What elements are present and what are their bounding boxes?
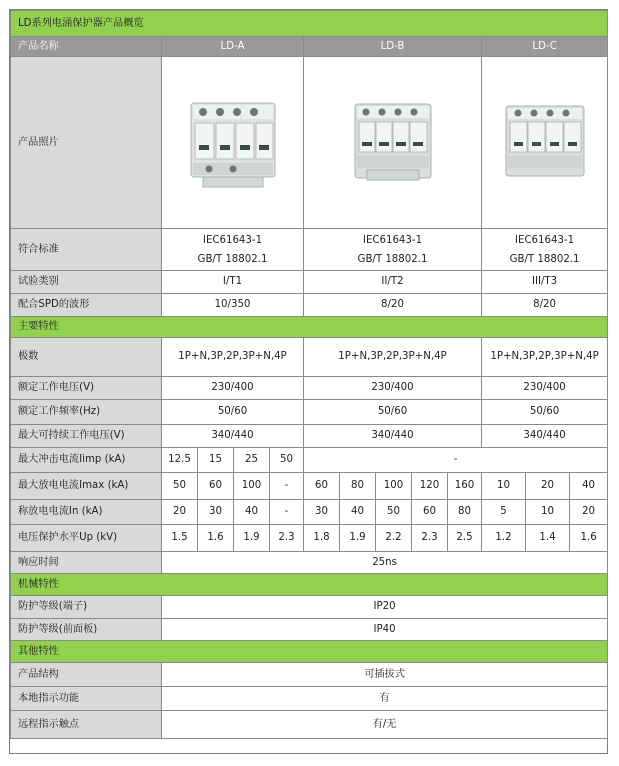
table-cell: 100 xyxy=(376,473,412,500)
local-ind-row xyxy=(11,687,608,711)
header-label: 产品名称 xyxy=(11,37,162,57)
table-cell: 20 xyxy=(570,500,608,525)
remote-contact-row xyxy=(11,711,608,739)
standard-row xyxy=(11,229,608,271)
table-cell: 30 xyxy=(198,500,234,525)
structure-label: 产品结构 xyxy=(11,663,162,687)
table-cell: 340/440 xyxy=(482,425,608,448)
table-cell: 8/20 xyxy=(304,294,482,317)
table-cell: 230/400 xyxy=(304,377,482,400)
table-cell: II/T2 xyxy=(304,271,482,294)
table-cell: 230/400 xyxy=(162,377,304,400)
up-row xyxy=(11,525,608,552)
table-cell: 50/60 xyxy=(482,400,608,425)
table-cell: 340/440 xyxy=(162,425,304,448)
table-cell: 12.5 xyxy=(162,448,198,473)
spd-module-4pole-photo-icon xyxy=(502,100,588,186)
up-label: 电压保护水平Up (kV) xyxy=(11,525,162,552)
table-cell: 10 xyxy=(482,473,526,500)
ip-terminal-row xyxy=(11,596,608,619)
table-cell: - xyxy=(304,448,608,473)
section-header-row xyxy=(11,574,608,596)
section-header-row xyxy=(11,641,608,663)
table-cell: 1.2 xyxy=(482,525,526,552)
section-header-row xyxy=(11,317,608,338)
table-cell: 5 xyxy=(482,500,526,525)
table-cell: 20 xyxy=(162,500,198,525)
table-cell: 80 xyxy=(340,473,376,500)
model-ld-a: LD-A xyxy=(162,37,304,57)
poles-row xyxy=(11,338,608,377)
table-cell: 25 xyxy=(234,448,270,473)
table-cell: 2.5 xyxy=(448,525,482,552)
model-ld-c: LD-C xyxy=(482,37,608,57)
rated-voltage-label: 额定工作电压(V) xyxy=(11,377,162,400)
section-other: 其他特性 xyxy=(11,641,608,663)
table-cell: 20 xyxy=(526,473,570,500)
table-cell: 50 xyxy=(270,448,304,473)
spd-module-4pole-photo-icon xyxy=(187,93,279,193)
table-cell: 1P+N,3P,2P,3P+N,4P xyxy=(162,338,304,377)
photo-label: 产品照片 xyxy=(11,57,162,229)
table-cell: IP40 xyxy=(162,619,608,641)
table-cell: 1.9 xyxy=(234,525,270,552)
standard-line: IEC61643-1 xyxy=(515,234,575,246)
table-cell: 1.6 xyxy=(570,525,608,552)
standard-line: GB/T 18802.1 xyxy=(197,253,268,265)
in-row xyxy=(11,500,608,525)
rated-voltage-row xyxy=(11,377,608,400)
test-class-row xyxy=(11,271,608,294)
spd-module-4pole-photo-icon xyxy=(351,100,435,186)
table-cell: 100 xyxy=(234,473,270,500)
response-row xyxy=(11,552,608,574)
poles-label: 极数 xyxy=(11,338,162,377)
table-cell: 可插拔式 xyxy=(162,663,608,687)
table-cell: 2.2 xyxy=(376,525,412,552)
table-cell: 1.9 xyxy=(340,525,376,552)
table-title: LD系列电涌保护器产品概览 xyxy=(11,11,608,37)
table-cell: 340/440 xyxy=(304,425,482,448)
model-ld-b: LD-B xyxy=(304,37,482,57)
in-label: 称放电电流In (kA) xyxy=(11,500,162,525)
title-row xyxy=(11,11,608,37)
table-cell: III/T3 xyxy=(482,271,608,294)
table-cell: 160 xyxy=(448,473,482,500)
table-cell: 50 xyxy=(162,473,198,500)
table-cell: 8/20 xyxy=(482,294,608,317)
imax-label: 最大放电电流Imax (kA) xyxy=(11,473,162,500)
table-cell: 2.3 xyxy=(412,525,448,552)
standard-line: IEC61643-1 xyxy=(362,234,423,246)
table-cell: 50 xyxy=(376,500,412,525)
photo-row xyxy=(11,57,608,229)
table-cell: 60 xyxy=(304,473,340,500)
rated-freq-label: 额定工作频率(Hz) xyxy=(11,400,162,425)
table-cell: 60 xyxy=(198,473,234,500)
response-label: 响应时间 xyxy=(11,552,162,574)
local-ind-label: 本地指示功能 xyxy=(11,687,162,711)
section-mechanical: 机械特性 xyxy=(11,574,608,596)
standard-line: GB/T 18802.1 xyxy=(509,253,580,265)
standard-ld-a xyxy=(162,229,304,271)
table-cell: 1.6 xyxy=(198,525,234,552)
waveform-label: 配合SPD的波形 xyxy=(11,294,162,317)
product-photo-ld-c xyxy=(482,57,608,229)
table-cell: I/T1 xyxy=(162,271,304,294)
spec-table xyxy=(10,10,608,739)
table-cell: 10 xyxy=(526,500,570,525)
table-cell: 15 xyxy=(198,448,234,473)
table-cell: 有/无 xyxy=(162,711,608,739)
waveform-row xyxy=(11,294,608,317)
section-main: 主要特性 xyxy=(11,317,608,338)
table-cell: 1.4 xyxy=(526,525,570,552)
max-cont-voltage-row xyxy=(11,425,608,448)
table-cell: 40 xyxy=(340,500,376,525)
table-cell: 25ns xyxy=(162,552,608,574)
table-cell: - xyxy=(270,500,304,525)
product-photo-ld-b xyxy=(304,57,482,229)
table-cell: 1P+N,3P,2P,3P+N,4P xyxy=(482,338,608,377)
remote-contact-label: 远程指示触点 xyxy=(11,711,162,739)
table-cell: 50/60 xyxy=(304,400,482,425)
table-cell: 60 xyxy=(412,500,448,525)
table-cell: 1P+N,3P,2P,3P+N,4P xyxy=(304,338,482,377)
table-cell: 230/400 xyxy=(482,377,608,400)
table-cell: 1.5 xyxy=(162,525,198,552)
table-cell: 40 xyxy=(570,473,608,500)
test-class-label: 试验类别 xyxy=(11,271,162,294)
standard-line: GB/T 18802.1 xyxy=(357,253,428,265)
max-cont-voltage-label: 最大可持续工作电压(V) xyxy=(11,425,162,448)
standard-label: 符合标准 xyxy=(11,229,162,271)
table-cell: 40 xyxy=(234,500,270,525)
table-cell: 10/350 xyxy=(162,294,304,317)
product-photo-ld-a xyxy=(162,57,304,229)
structure-row xyxy=(11,663,608,687)
iimp-row xyxy=(11,448,608,473)
standard-ld-c xyxy=(482,229,608,271)
table-cell: IP20 xyxy=(162,596,608,619)
standard-ld-b xyxy=(304,229,482,271)
table-cell: 1.8 xyxy=(304,525,340,552)
table-cell: 50/60 xyxy=(162,400,304,425)
standard-line: IEC61643-1 xyxy=(202,234,263,246)
ip-terminal-label: 防护等级(端子) xyxy=(11,596,162,619)
table-cell: - xyxy=(270,473,304,500)
rated-freq-row xyxy=(11,400,608,425)
table-cell: 80 xyxy=(448,500,482,525)
table-cell: 30 xyxy=(304,500,340,525)
iimp-label: 最大冲击电流Iimp (kA) xyxy=(11,448,162,473)
table-cell: 120 xyxy=(412,473,448,500)
table-cell: 有 xyxy=(162,687,608,711)
table-cell: 2.3 xyxy=(270,525,304,552)
ip-front-row xyxy=(11,619,608,641)
header-row xyxy=(11,37,608,57)
ip-front-label: 防护等级(前面板) xyxy=(11,619,162,641)
product-overview-sheet xyxy=(9,9,608,754)
imax-row xyxy=(11,473,608,500)
